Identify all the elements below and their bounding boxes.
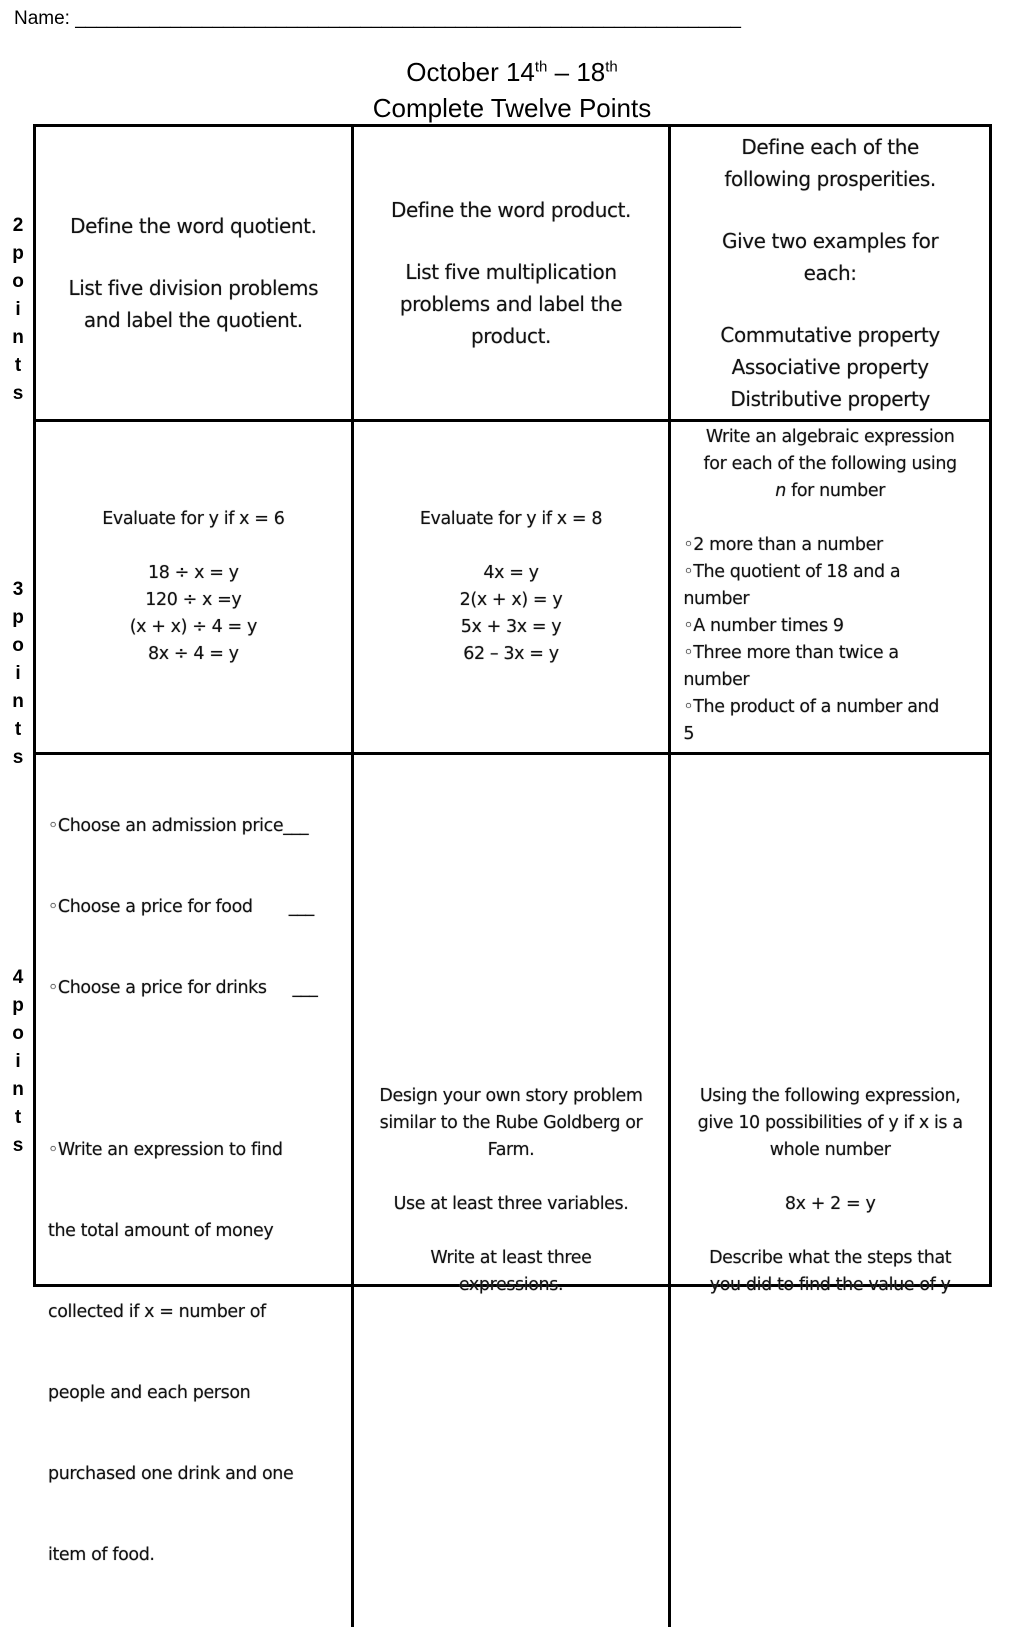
cell-text: Define the word quotient. List five division problems and label the quotient. bbox=[68, 214, 319, 332]
side-label-row-1: 2 p o i n t s bbox=[12, 215, 24, 404]
side-label-row-2: 3 p o i n t s bbox=[12, 579, 24, 768]
cell-product bbox=[354, 127, 672, 422]
cell-text: Define each of the following prosperities. Give two examples for each: Commutative property Associative property Distributive property bbox=[720, 135, 940, 411]
title-superscript-1: th bbox=[534, 58, 548, 76]
cell-admission-price bbox=[36, 755, 354, 1627]
cell-text: Evaluate for y if x = 8 4x = y 2(x + x) = y 5x + 3x = y 62 – 3x = y bbox=[419, 509, 603, 664]
choice-board-grid bbox=[33, 124, 992, 1565]
cell-expression-possibilities bbox=[671, 755, 989, 1627]
cell-algebraic-expressions bbox=[671, 422, 989, 755]
title-prefix: October 14 bbox=[406, 57, 535, 87]
cell-text: Using the following expression, give 10 possibilities of y if x is a whole number 8x + 2 = y Describe what the steps that you did to find the value of y bbox=[697, 1086, 963, 1295]
side-label-row-3: 4 p o i n t s bbox=[12, 967, 24, 1156]
cell-story-problem bbox=[354, 755, 672, 1627]
name-field-label: Name: _______________________________________________________________ bbox=[14, 8, 741, 29]
cell-text: Design your own story problem similar to the Rube Goldberg or Farm. Use at least three variables. Write at least three expressions. bbox=[379, 1086, 643, 1295]
title-superscript-2: th bbox=[605, 58, 618, 76]
cell-quotient bbox=[36, 127, 354, 422]
cell-text: Evaluate for y if x = 6 18 ÷ x = y 120 ÷ x =y (x + x) ÷ 4 = y 8x ÷ 4 = y bbox=[102, 509, 285, 664]
title-middle: – 18 bbox=[547, 57, 606, 87]
cell-text: Write an algebraic expression for each of the following using n for number ◦2 more than a number ◦The quotient of 18 and a number ◦A number times 9 ◦Three more than twice a number ◦The product of a number and 5 bbox=[683, 427, 957, 744]
cell-evaluate-x6 bbox=[36, 422, 354, 755]
cell-text: ◦Choose an admission price___ ◦Choose a price for food ___ ◦Choose a price for drinks ___ ◦Write an expression to find the total amount of money collected if x = number of people and each person purchased one drink and one item of food. bbox=[48, 816, 318, 1565]
cell-properties bbox=[671, 127, 989, 422]
cell-evaluate-x8 bbox=[354, 422, 672, 755]
cell-text: Define the word product. List five multiplication problems and label the product. bbox=[390, 198, 631, 348]
page-subtitle: Complete Twelve Points bbox=[372, 93, 652, 123]
page-title bbox=[0, 54, 1024, 90]
